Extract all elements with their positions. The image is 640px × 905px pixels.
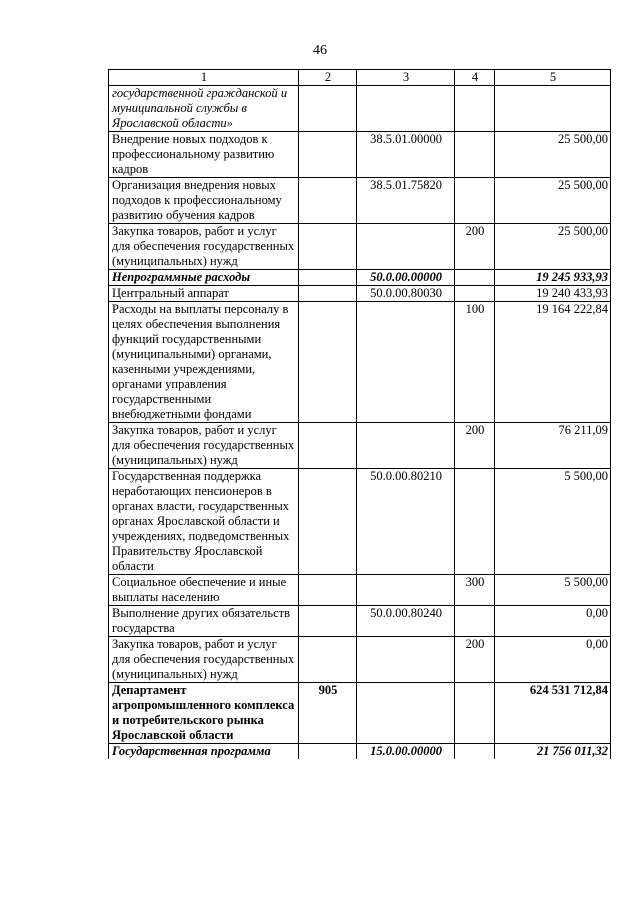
row-amount-cell: 19 245 933,93 xyxy=(495,270,611,286)
row-amount-cell: 0,00 xyxy=(495,637,611,683)
row-amount-cell: 21 756 011,32 xyxy=(495,744,611,760)
row-admin-cell xyxy=(299,224,357,270)
row-code-cell xyxy=(357,423,455,469)
row-expense-type-cell xyxy=(455,469,495,575)
row-expense-type-cell: 200 xyxy=(455,224,495,270)
row-name-cell: Внедрение новых подходов к профессиональному развитию кадров xyxy=(109,132,299,178)
header-col-expense-type: 4 xyxy=(455,70,495,86)
row-name-cell: Государственная программа xyxy=(109,744,299,760)
table-row xyxy=(109,270,611,286)
row-amount-cell: 25 500,00 xyxy=(495,178,611,224)
header-col-code: 3 xyxy=(357,70,455,86)
table-row xyxy=(109,469,611,575)
row-amount-cell: 0,00 xyxy=(495,606,611,637)
row-admin-cell xyxy=(299,744,357,760)
row-name-cell: государственной гражданской и муниципальной службы в Ярославской области» xyxy=(109,86,299,132)
row-expense-type-cell: 200 xyxy=(455,637,495,683)
table-row xyxy=(109,178,611,224)
row-expense-type-cell: 300 xyxy=(455,575,495,606)
table-row xyxy=(109,423,611,469)
row-code-cell xyxy=(357,224,455,270)
header-col-name: 1 xyxy=(109,70,299,86)
row-expense-type-cell xyxy=(455,86,495,132)
page-number: 46 xyxy=(313,43,327,58)
row-admin-cell: 905 xyxy=(299,683,357,744)
row-name-cell: Выполнение других обязательств государства xyxy=(109,606,299,637)
header-col-admin: 2 xyxy=(299,70,357,86)
table-row xyxy=(109,744,611,760)
row-amount-cell: 624 531 712,84 xyxy=(495,683,611,744)
row-admin-cell xyxy=(299,606,357,637)
row-admin-cell xyxy=(299,575,357,606)
header-col-amount: 5 xyxy=(495,70,611,86)
row-code-cell: 50.0.00.00000 xyxy=(357,270,455,286)
row-code-cell: 38.5.01.00000 xyxy=(357,132,455,178)
row-expense-type-cell xyxy=(455,286,495,302)
table-row xyxy=(109,683,611,744)
row-amount-cell: 25 500,00 xyxy=(495,132,611,178)
row-admin-cell xyxy=(299,302,357,423)
row-code-cell xyxy=(357,637,455,683)
row-code-cell: 38.5.01.75820 xyxy=(357,178,455,224)
row-name-cell: Закупка товаров, работ и услуг для обеспечения государственных (муниципальных) нужд xyxy=(109,637,299,683)
budget-table xyxy=(108,69,611,759)
row-amount-cell xyxy=(495,86,611,132)
row-amount-cell: 5 500,00 xyxy=(495,575,611,606)
row-expense-type-cell xyxy=(455,178,495,224)
row-name-cell: Расходы на выплаты персоналу в целях обеспечения выполнения функций государственными (муниципальными) органами, казенными учреждениями, органами управления государственными внебюджетными фондами xyxy=(109,302,299,423)
row-admin-cell xyxy=(299,132,357,178)
row-name-cell: Организация внедрения новых подходов к профессиональному развитию обучения кадров xyxy=(109,178,299,224)
row-name-cell: Центральный аппарат xyxy=(109,286,299,302)
row-expense-type-cell xyxy=(455,270,495,286)
table-row xyxy=(109,132,611,178)
table-row xyxy=(109,637,611,683)
row-code-cell: 15.0.00.00000 xyxy=(357,744,455,760)
header-row xyxy=(109,70,611,86)
table-row xyxy=(109,286,611,302)
row-amount-cell: 25 500,00 xyxy=(495,224,611,270)
row-code-cell: 50.0.00.80210 xyxy=(357,469,455,575)
table-row xyxy=(109,575,611,606)
row-admin-cell xyxy=(299,637,357,683)
table-row xyxy=(109,606,611,637)
row-name-cell: Закупка товаров, работ и услуг для обеспечения государственных (муниципальных) нужд xyxy=(109,224,299,270)
row-name-cell: Непрограммные расходы xyxy=(109,270,299,286)
table-row xyxy=(109,224,611,270)
row-code-cell xyxy=(357,86,455,132)
row-amount-cell: 76 211,09 xyxy=(495,423,611,469)
row-code-cell: 50.0.00.80240 xyxy=(357,606,455,637)
row-admin-cell xyxy=(299,286,357,302)
row-admin-cell xyxy=(299,178,357,224)
row-expense-type-cell: 100 xyxy=(455,302,495,423)
row-expense-type-cell xyxy=(455,744,495,760)
row-name-cell: Социальное обеспечение и иные выплаты населению xyxy=(109,575,299,606)
row-expense-type-cell xyxy=(455,132,495,178)
row-expense-type-cell xyxy=(455,683,495,744)
row-name-cell: Закупка товаров, работ и услуг для обеспечения государственных (муниципальных) нужд xyxy=(109,423,299,469)
row-admin-cell xyxy=(299,270,357,286)
row-admin-cell xyxy=(299,469,357,575)
row-expense-type-cell: 200 xyxy=(455,423,495,469)
row-expense-type-cell xyxy=(455,606,495,637)
row-name-cell: Департамент агропромышленного комплекса и потребительского рынка Ярославской области xyxy=(109,683,299,744)
table-row xyxy=(109,86,611,132)
row-amount-cell: 19 240 433,93 xyxy=(495,286,611,302)
row-amount-cell: 5 500,00 xyxy=(495,469,611,575)
row-amount-cell: 19 164 222,84 xyxy=(495,302,611,423)
row-code-cell xyxy=(357,575,455,606)
row-code-cell: 50.0.00.80030 xyxy=(357,286,455,302)
row-code-cell xyxy=(357,683,455,744)
row-admin-cell xyxy=(299,86,357,132)
row-name-cell: Государственная поддержка неработающих пенсионеров в органах власти, государственных органах Ярославской области и учреждениях, подведомственных Правительству Ярославской области xyxy=(109,469,299,575)
table-row xyxy=(109,302,611,423)
row-code-cell xyxy=(357,302,455,423)
row-admin-cell xyxy=(299,423,357,469)
